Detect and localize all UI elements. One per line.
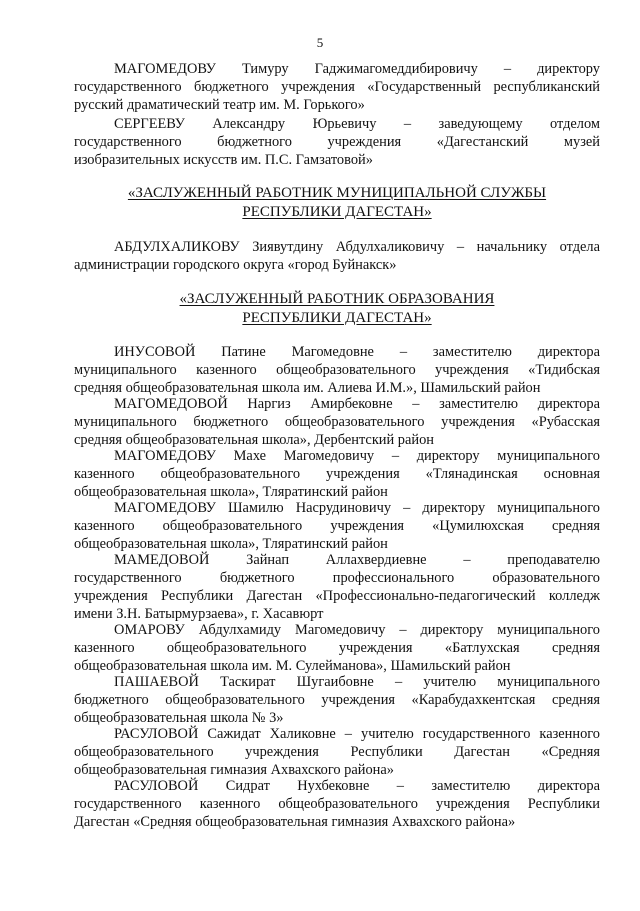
entry-line: имени З.Н. Батырмурзаева», г. Хасавюрт — [74, 606, 324, 622]
entry-line: МАГОМЕДОВУ Шамилю Насрудиновичу – директору муниципального — [114, 500, 600, 516]
entry-line: ПАШАЕВОЙ Таскират Шугаибовне – учителю муниципального — [114, 674, 600, 690]
award-entry — [74, 395, 600, 449]
section-heading — [74, 290, 600, 328]
entry-line: администрации городского округа «город Буйнакск» — [74, 257, 397, 273]
heading-line: «ЗАСЛУЖЕННЫЙ РАБОТНИК ОБРАЗОВАНИЯ — [179, 291, 495, 307]
award-entry — [74, 499, 600, 553]
entry-line: АБДУЛХАЛИКОВУ Зиявутдину Абдулхаликовичу – начальнику отдела — [114, 239, 600, 255]
entry-line: государственного бюджетного учреждения «Дагестанский музей — [74, 134, 600, 150]
entry-line: средняя общеобразовательная школа», Дербентский район — [74, 432, 434, 448]
entry-line: русский драматический театр им. М. Горького» — [74, 97, 365, 113]
heading-line: РЕСПУБЛИКИ ДАГЕСТАН» — [242, 310, 432, 326]
entry-line: общеобразовательная школа», Тляратинский район — [74, 536, 388, 552]
entry-line: общеобразовательного учреждения Республики Дагестан «Средняя — [74, 744, 600, 760]
entry-line: МАГОМЕДОВОЙ Наргиз Амирбековне – заместителю директора — [114, 396, 600, 412]
heading-line: РЕСПУБЛИКИ ДАГЕСТАН» — [242, 204, 432, 220]
entry-line: РАСУЛОВОЙ Сажидат Халиковне – учителю государственного казенного — [114, 726, 600, 742]
entry-line: учреждения Республики Дагестан «Профессионально-педагогический колледж — [74, 588, 600, 604]
entry-line: государственного бюджетного профессионального образовательного — [74, 570, 600, 586]
entry-line: общеобразовательная школа им. М. Сулейманова», Шамильский район — [74, 658, 511, 674]
entry-line: МАМЕДОВОЙ Зайнап Аллахвердиевне – преподавателю — [114, 552, 600, 568]
entry-line: казенного общеобразовательного учреждения «Батлухская средняя — [74, 640, 600, 656]
heading-line: «ЗАСЛУЖЕННЫЙ РАБОТНИК МУНИЦИПАЛЬНОЙ СЛУЖБЫ — [127, 185, 547, 201]
entry-line: казенного общеобразовательного учреждения «Цумилюхская средняя — [74, 518, 600, 534]
entry-line: РАСУЛОВОЙ Сидрат Нухбековне – заместителю директора — [114, 778, 600, 794]
award-entry — [74, 621, 600, 675]
entry-line: общеобразовательная школа», Тляратинский район — [74, 484, 388, 500]
award-entry — [74, 238, 600, 274]
entry-line: МАГОМЕДОВУ Тимуру Гаджимагомеддибировичу – директору — [114, 61, 600, 77]
award-entry — [74, 673, 600, 727]
award-entry — [74, 447, 600, 501]
entry-line: ИНУСОВОЙ Патине Магомедовне – заместителю директора — [114, 344, 600, 360]
entry-line: ОМАРОВУ Абдулхамиду Магомедовичу – директору муниципального — [114, 622, 600, 638]
entry-line: СЕРГЕЕВУ Александру Юрьевичу – заведующему отделом — [114, 116, 600, 132]
entry-line: Дагестан «Средняя общеобразовательная гимназия Ахвахского района» — [74, 814, 516, 830]
award-entry — [74, 115, 600, 169]
entry-line: муниципального бюджетного общеобразовательного учреждения «Рубасская — [74, 414, 600, 430]
entry-line: государственного казенного общеобразовательного учреждения Республики — [74, 796, 600, 812]
entry-line: общеобразовательная школа № 3» — [74, 710, 284, 726]
award-entry — [74, 725, 600, 779]
award-entry — [74, 60, 600, 114]
award-entry — [74, 343, 600, 397]
award-entry — [74, 551, 600, 623]
section-heading — [74, 184, 600, 222]
entry-line: средняя общеобразовательная школа им. Алиева И.М.», Шамильский район — [74, 380, 541, 396]
award-entry — [74, 777, 600, 831]
entry-line: государственного бюджетного учреждения «Государственный республиканский — [74, 79, 600, 95]
entry-line: муниципального казенного общеобразовательного учреждения «Тидибская — [74, 362, 600, 378]
entry-line: изобразительных искусств им. П.С. Гамзатовой» — [74, 152, 373, 168]
entry-line: общеобразовательная гимназия Ахвахского района» — [74, 762, 394, 778]
entry-line: МАГОМЕДОВУ Махе Магомедовичу – директору муниципального — [114, 448, 600, 464]
entry-line: бюджетного общеобразовательного учреждения «Карабудахкентская средняя — [74, 692, 600, 708]
entry-line: казенного общеобразовательного учреждения «Тлянадинская основная — [74, 466, 600, 482]
page-number: 5 — [316, 35, 324, 50]
